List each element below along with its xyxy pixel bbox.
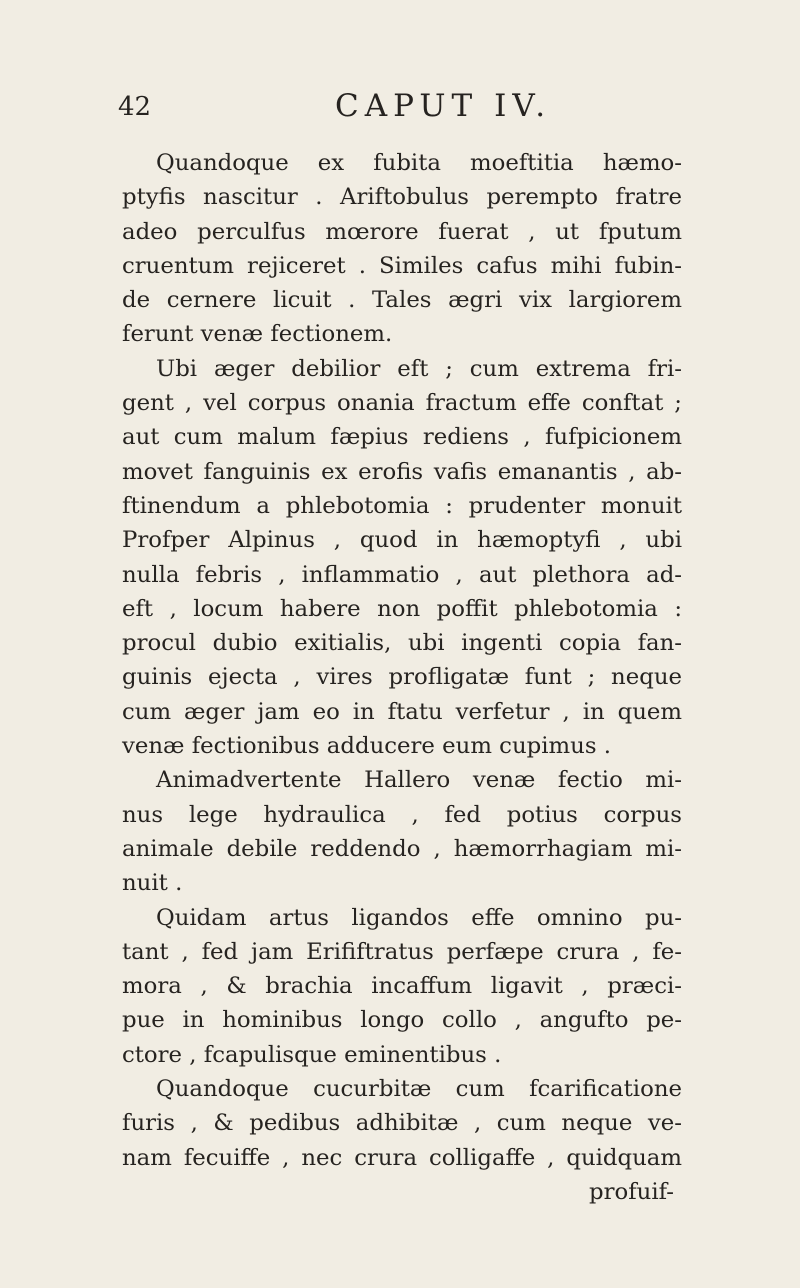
text-line: ptyfis nascitur . Ariftobulus perempto fratre (122, 184, 682, 211)
text-line: Ubi æger debilior eft ; cum extrema fri- (156, 355, 682, 382)
text-line: ftinendum a phlebotomia : prudenter monuit (122, 492, 682, 519)
text-line: Quandoque cucurbitæ cum fcarificatione (156, 1076, 682, 1103)
text-line: Quidam artus ligandos effe omnino pu- (156, 904, 682, 931)
body-text (122, 146, 682, 1209)
text-line: tant , fed jam Erififtratus perfæpe crura , fe- (122, 938, 682, 965)
text-line: de cernere licuit . Tales ægri vix largiorem (122, 287, 682, 314)
text-line: cruentum rejiceret . Similes cafus mihi fubin- (122, 252, 682, 279)
text-line: Quandoque ex fubita moeftitia hæmo- (156, 150, 682, 176)
text-line: ctore , fcapulisque eminentibus . (122, 1041, 502, 1068)
text-line: pue in hominibus longo collo , angufto pe- (122, 1007, 682, 1034)
text-line: mora , & brachia incaffum ligavit , præci- (122, 973, 682, 1000)
catchword: profuif- (589, 1178, 674, 1205)
page-header (0, 88, 800, 128)
text-line: nam fecuiffe , nec crura colligaffe , quidquam (122, 1144, 682, 1171)
text-line: cum æger jam eo in ftatu verfetur , in quem (122, 698, 682, 725)
text-line: guinis ejecta , vires profligatæ funt ; neque (122, 664, 682, 691)
text-line: Profper Alpinus , quod in hæmoptyfi , ubi (122, 527, 682, 554)
text-line: gent , vel corpus onania fractum effe conftat ; (122, 390, 682, 417)
text-line: venæ fectionibus adducere eum cupimus . (122, 733, 612, 760)
text-line: movet fanguinis ex erofis vafis emanantis , ab- (122, 458, 682, 485)
text-line: adeo perculfus mœrore fuerat , ut fputum (122, 218, 682, 245)
running-title: CAPUT IV. (335, 88, 552, 124)
text-line: nus lege hydraulica , fed potius corpus (122, 801, 682, 828)
text-line: ferunt venæ fectionem. (122, 321, 393, 348)
text-line: eft , locum habere non poffit phlebotomia : (122, 595, 682, 622)
text-line: furis , & pedibus adhibitæ , cum neque ve- (122, 1110, 682, 1137)
text-line: Animadvertente Hallero venæ fectio mi- (156, 767, 682, 794)
text-line: animale debile reddendo , hæmorrhagiam mi- (122, 835, 682, 862)
text-line: aut cum malum fæpius rediens , fufpicionem (122, 424, 682, 451)
text-line: nulla febris , inflammatio , aut plethora ad- (122, 561, 682, 588)
text-line: nuit . (122, 870, 183, 897)
page-number: 42 (118, 92, 152, 122)
text-line: procul dubio exitialis, ubi ingenti copia fan- (122, 630, 682, 657)
